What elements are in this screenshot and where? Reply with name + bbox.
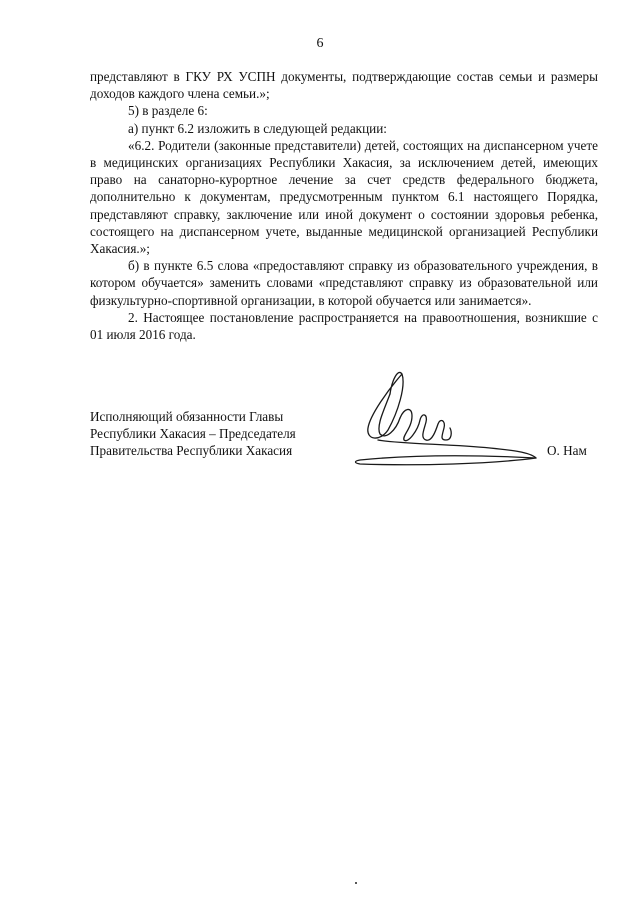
paragraph-clause-6-2: «6.2. Родители (законные представители) детей, состоящих на диспансерном учете в медицинских организациях Республики Хакасия, за исключением детей, имеющих право на санаторно-курортное лечение за счет средств федерального бюджета, дополнительно к документам, предусмотренным пунктом 6.1 настоящего Порядка, представляют справку, заключение или иной документ о состоянии здоровья ребенка, состоящего на диспансерном учете, выданные медицинской организацией Республики Хакасия.»;: [90, 137, 598, 257]
scan-speck: [355, 882, 357, 884]
paragraph-continuation: представляют в ГКУ РХ УСПН документы, подтверждающие состав семьи и размеры доходов каждого члена семьи.»;: [90, 69, 598, 102]
paragraph-effective-date: 2. Настоящее постановление распространяется на правоотношения, возникшие с 01 июля 2016 года.: [90, 309, 598, 343]
signer-name: О. Нам: [547, 443, 587, 458]
signatory-title: [90, 408, 350, 460]
signatory-title-line: Исполняющий обязанности Главы: [90, 409, 284, 424]
paragraph-item-b: б) в пункте 6.5 слова «предоставляют справку из образовательного учреждения, в котором обучается» заменить словами «представляют справку из образовательной или физкультурно-спортивной организации, в которой обучается или занимается».: [90, 258, 598, 308]
paragraph-item-a: а) пункт 6.2 изложить в следующей редакции:: [128, 120, 387, 136]
handwritten-signature: [340, 360, 540, 470]
paragraph-section-6: 5) в разделе 6:: [128, 103, 208, 119]
page-number: 6: [316, 36, 324, 51]
signatory-title-line: Правительства Республики Хакасия: [90, 443, 293, 459]
document-body: [90, 68, 598, 343]
signatory-title-line: Республики Хакасия – Председателя: [90, 426, 296, 442]
